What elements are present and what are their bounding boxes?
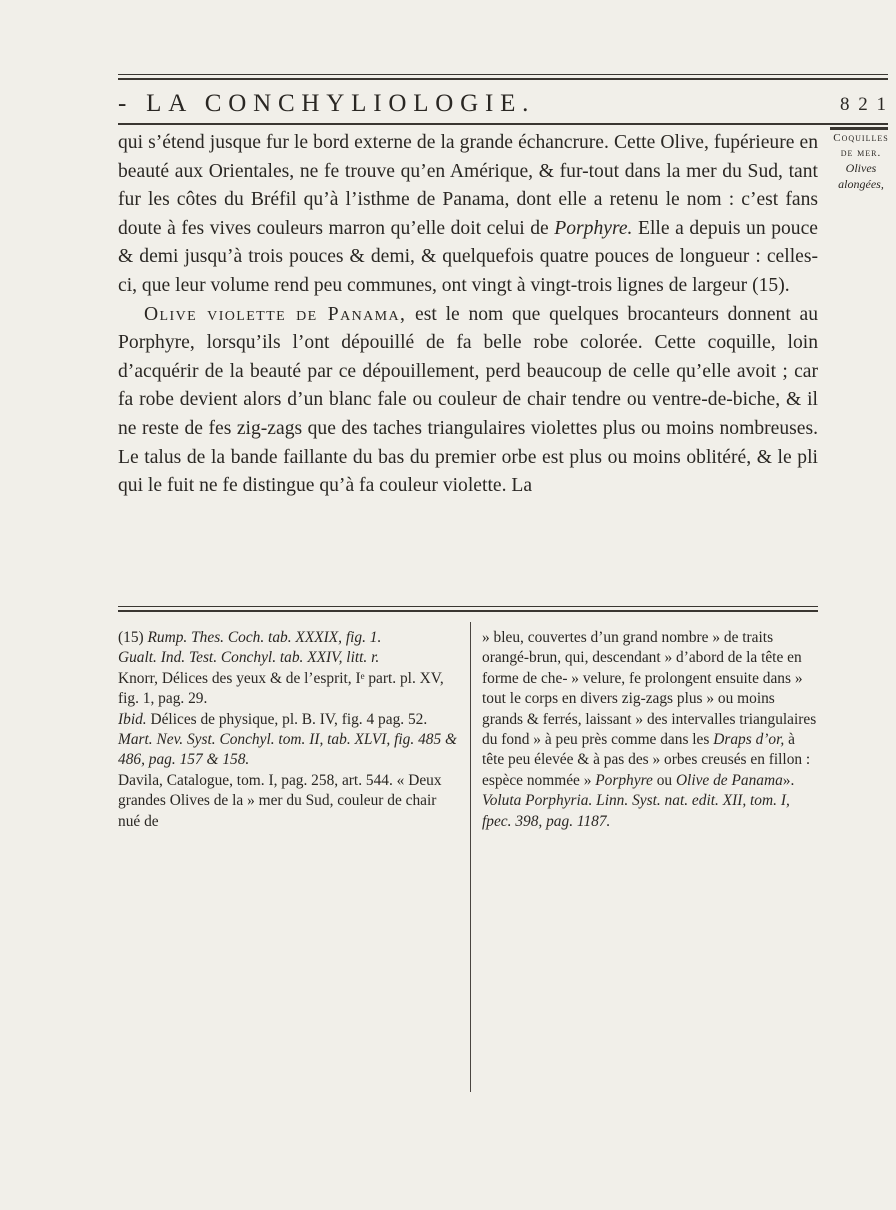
footnote-rule-thin [118,606,818,607]
footnotes-left-column [118,628,458,832]
footnote-italic: Olive de Panama [675,771,783,789]
paragraph-2-head: Olive violette de Panama, [144,303,407,325]
paragraph-1-end: Elle a depuis un pouce & demi jusqu’à trois pouces & demi, & quelquefois quatre pouces de longueur : celles-ci, que leur volume rend peu communes, ont vingt à vingt-trois lignes de largeur (15). [118,217,818,296]
header-rule-ornament [830,127,888,130]
footnote-italic: Porphyre [595,771,653,789]
paragraph-1 [118,129,818,301]
top-rule-thin [118,74,888,75]
page-number: 8 2 1 [840,94,888,115]
footnote-number: (15) [118,629,144,646]
footnotes-right-column [482,628,818,832]
paragraph-1-italic: Porphyre. [554,217,633,239]
footnote-entry [118,669,458,710]
footnote-continuation [482,628,818,791]
footnote-text: » bleu, couvertes d’un grand nombre » de traits orangé-brun, qui, descendant » d’abord de la tête en forme de che- » velure, fe prolongent ensuite dans » tout le corps en divers zig-zags plus » ou moins grands & ferrés, laissant » des intervalles triangulaires du fond » à peu près comme dans les [482,629,817,749]
margin-note-line2: de mer. [840,147,882,159]
header-rule [118,123,888,125]
footnote-rule [118,610,818,612]
paragraph-2-text: est le nom que quelques brocanteurs donnent au Porphyre, lorsqu’ils l’ont dépouillé de fa belle robe colorée. Cette coquille, loin d’acquérir de la beauté par ce dépouillement, perd beaucoup de celle qu’elle avoit ; car fa robe devient alors d’un blanc fale ou couleur de chair tendre ou ventre-de-biche, & il ne reste de fes zig-zags que des taches triangulaires violettes plus ou moins nombreuses. Le talus de la bande faillante du bas du premier orbe est plus ou moins oblitéré, & le pli qui le fuit ne fe distingue qu’à fa couleur violette. La [118,303,819,497]
running-title: - LA CONCHYLIOLOGIE. [118,90,536,117]
margin-note [826,131,896,193]
footnote-linnaeus [482,791,818,832]
footnote-ref: Davila, Catalogue, tom. I, pag. 258, art. 544. « Deux grandes Olives de la » mer du Sud, couleur de chair nué de [118,771,442,830]
footnote-ref: Rump. Thes. Coch. tab. XXXIX, fig. 1. [143,629,382,646]
paragraph-1-text: qui s’étend jusque fur le bord externe de la grande échancrure. Cette Olive, fupérieure en beauté aux Orientales, ne fe trouve qu’en Amérique, & fur-tout dans la mer du Sud, tant fur les côtes du Bréfil qu’à l’isthme de Panama, dont elle a retenu le nom : c’est fans doute à fes vives couleurs marron qu’elle doit celui de [118,132,818,239]
footnote-entry [118,628,458,648]
paragraph-2 [118,301,818,501]
footnote-entry [118,648,458,668]
footnote-ref: Knorr, Délices des yeux & de l’esprit, Iᵉ part. pl. XV, fig. 1, pag. 29. [118,669,444,708]
footnote-entry [118,771,458,832]
footnote-text: à tête peu élevée & à pas des » orbes creusés en fillon : espèce nommée » [482,731,811,789]
top-rule [118,78,888,80]
footnote-text: ». [782,771,795,789]
footnote-ref: Délices de physique, pl. B. IV, fig. 4 pag. 52. [146,710,428,728]
margin-note-line3: Olives [845,161,877,175]
footnote-ref: Gualt. Ind. Test. Conchyl. tab. XXIV, litt. r. [118,649,380,667]
footnote-ref-italic: Ibid. [118,710,147,728]
main-text [118,129,818,501]
footnote-ref: Mart. Nev. Syst. Conchyl. tom. II, tab. XLVI, fig. 485 & 486, pag. 157 & 158. [118,731,457,769]
margin-note-line4: alongées, [838,177,884,191]
footnote-italic: Draps d’or, [713,731,785,749]
footnote-entry [118,730,458,771]
footnote-entry [118,710,458,730]
column-divider [470,622,471,1092]
footnote-text: ou [656,771,673,789]
footnote-linnaeus-ref: Voluta Porphyria. Linn. Syst. nat. edit. XII, tom. I, fpec. 398, pag. 1187. [482,792,790,830]
running-header [118,90,888,120]
margin-note-line1: Coquilles [833,132,889,144]
